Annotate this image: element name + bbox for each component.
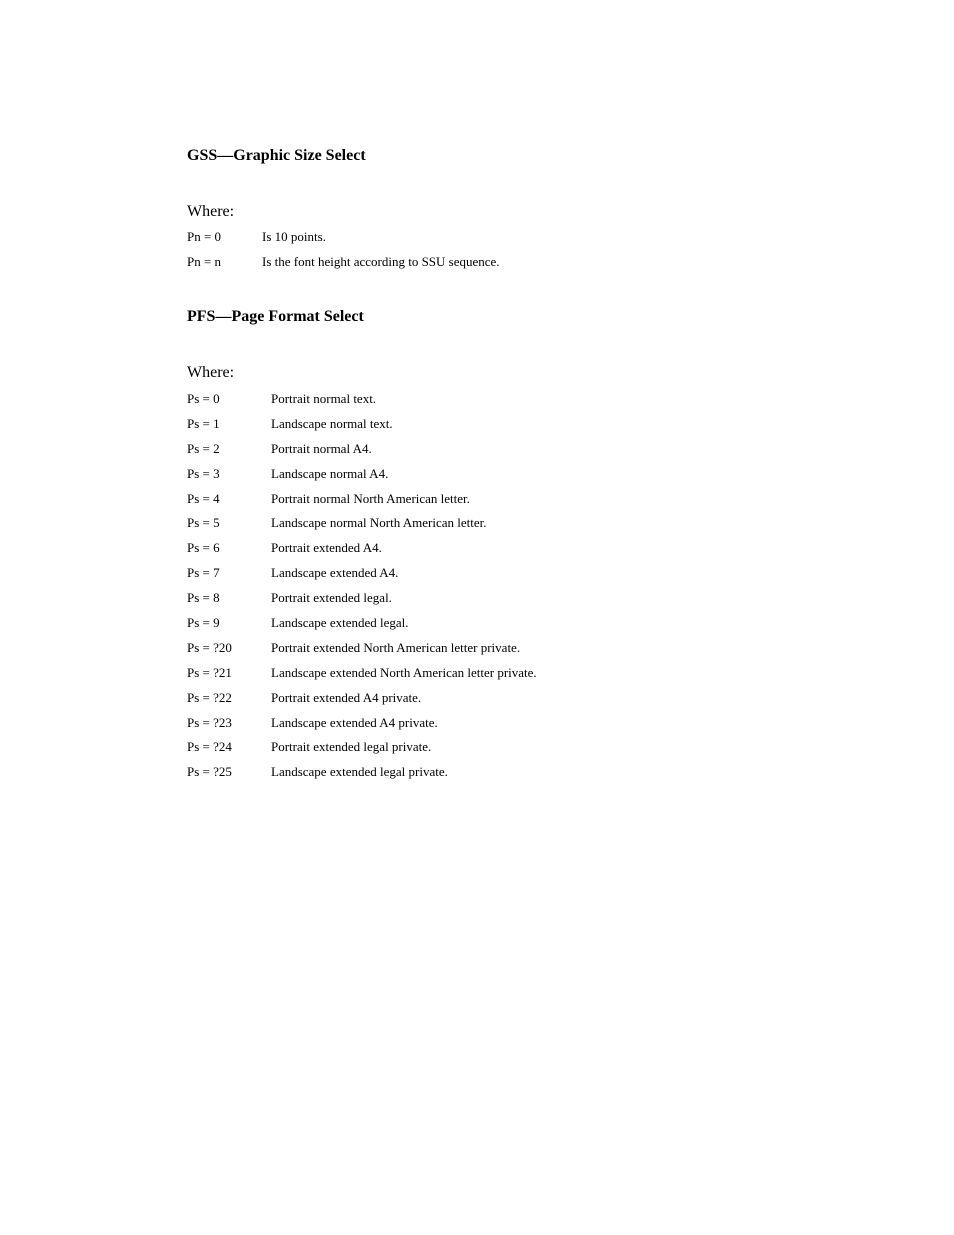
param-key: Ps = 2 <box>187 440 220 456</box>
param-key: Pn = n <box>187 253 222 269</box>
param-description: Landscape extended A4 private. <box>271 714 438 730</box>
param-key: Ps = 3 <box>187 465 220 481</box>
param-description: Portrait extended A4. <box>271 540 382 556</box>
param-description: Is 10 points. <box>262 229 326 244</box>
param-key: Ps = 6 <box>187 540 220 556</box>
param-key: Ps = 7 <box>187 565 220 581</box>
param-description: Landscape extended North American letter private. <box>271 664 537 680</box>
param-description: Portrait extended legal. <box>271 590 392 606</box>
param-key: Ps = 0 <box>187 391 220 406</box>
param-key: Ps = 1 <box>187 415 220 431</box>
pfs-where-label: Where: <box>187 364 235 381</box>
param-key: Ps = ?21 <box>187 664 232 680</box>
param-key: Ps = 4 <box>187 490 220 506</box>
pfs-section-title: PFS—Page Format Select <box>187 308 364 325</box>
param-key: Pn = 0 <box>187 229 222 244</box>
param-description: Is the font height according to SSU sequence. <box>262 253 500 269</box>
param-description: Portrait normal text. <box>271 391 377 406</box>
param-description: Landscape normal A4. <box>271 465 389 481</box>
param-key: Ps = ?20 <box>187 639 232 655</box>
gss-section-title: GSS—Graphic Size Select <box>187 147 366 164</box>
param-description: Landscape normal text. <box>271 415 393 431</box>
param-description: Portrait extended legal private. <box>271 739 432 755</box>
param-description: Landscape normal North American letter. <box>271 515 487 531</box>
param-description: Portrait extended North American letter private. <box>271 639 521 655</box>
param-key: Ps = 9 <box>187 615 220 631</box>
param-description: Portrait extended A4 private. <box>271 689 422 705</box>
param-description: Landscape extended A4. <box>271 565 399 581</box>
param-key: Ps = 8 <box>187 590 220 606</box>
param-description: Portrait normal A4. <box>271 440 372 456</box>
param-key: Ps = ?24 <box>187 739 232 755</box>
param-key: Ps = ?22 <box>187 689 232 705</box>
param-key: Ps = ?25 <box>187 764 232 780</box>
param-description: Portrait normal North American letter. <box>271 490 470 506</box>
gss-where-label: Where: <box>187 203 235 220</box>
param-key: Ps = ?23 <box>187 714 232 730</box>
param-description: Landscape extended legal. <box>271 615 409 631</box>
param-key: Ps = 5 <box>187 515 220 531</box>
param-description: Landscape extended legal private. <box>271 764 448 780</box>
